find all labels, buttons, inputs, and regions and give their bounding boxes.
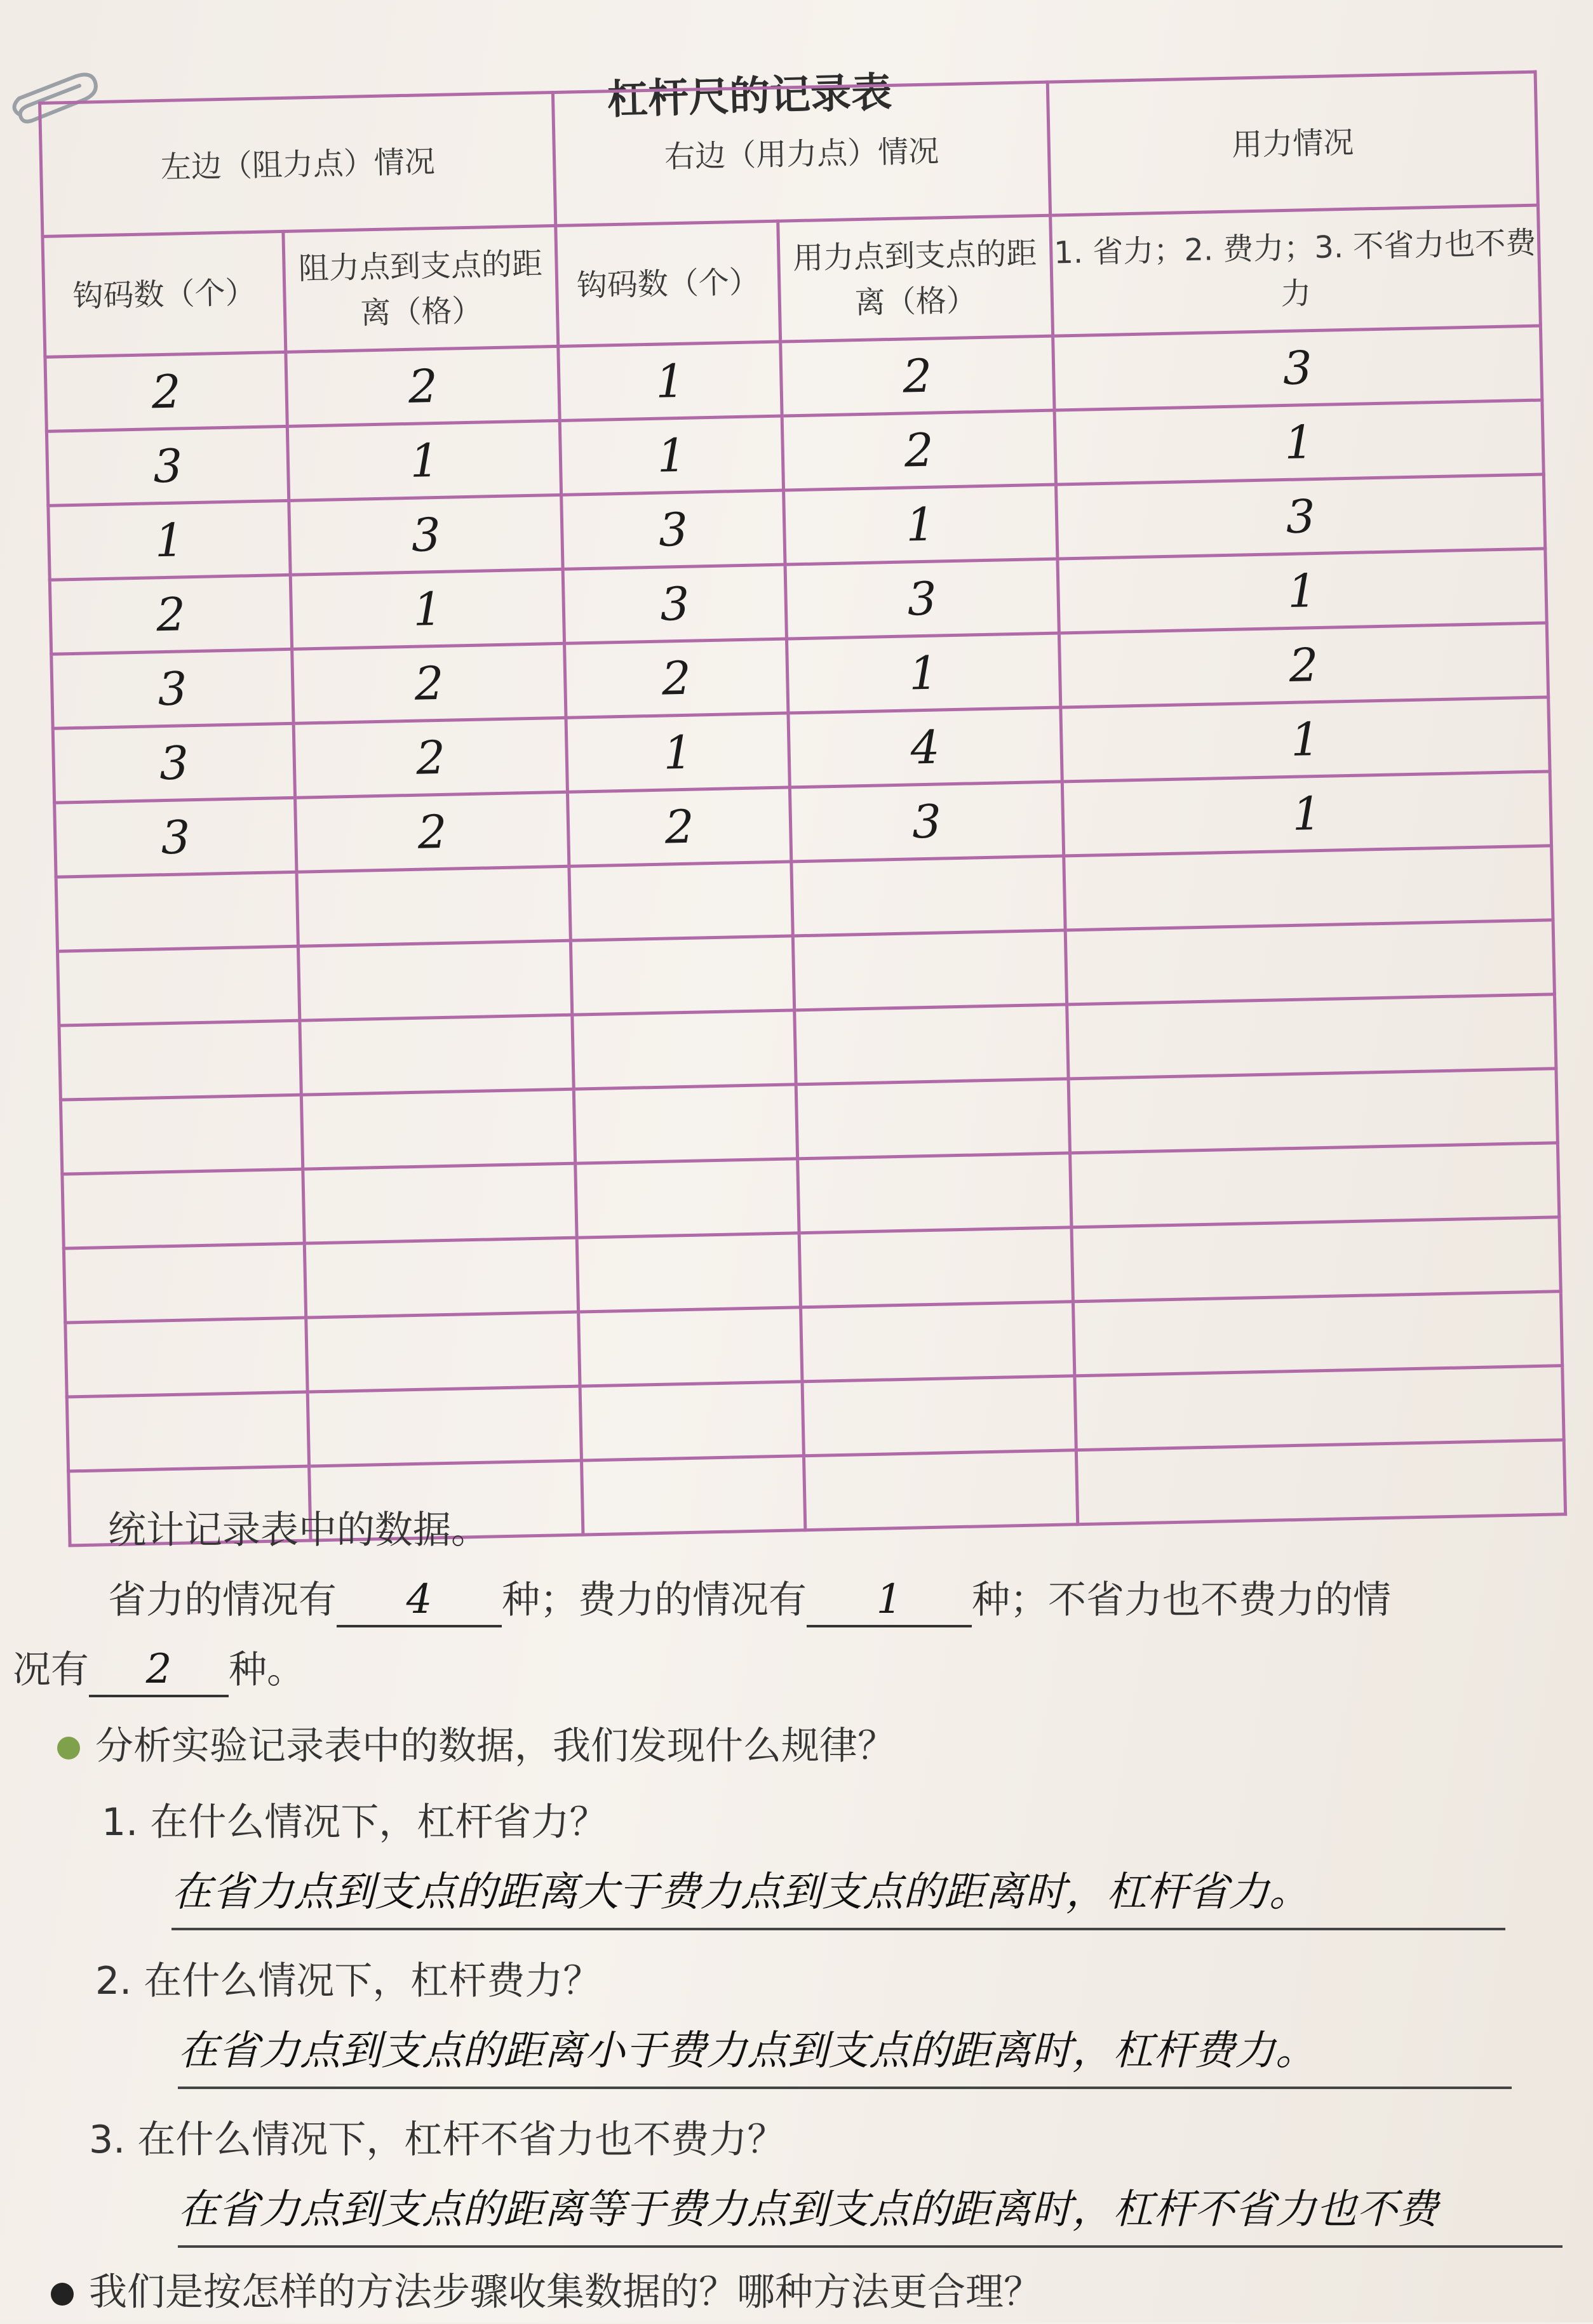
cell-force[interactable]: 1	[1058, 549, 1547, 633]
cell-right-distance[interactable]: 3	[790, 782, 1063, 862]
answer-2[interactable]: 在省力点到支点的距离小于费力点到支点的距离时，杠杆费力。	[178, 2019, 1512, 2089]
answer-1[interactable]: 在省力点到支点的距离大于费力点到支点的距离时，杠杆省力。	[171, 1860, 1505, 1930]
cell-left-hooks[interactable]	[67, 1392, 309, 1471]
cell-right-hooks[interactable]	[572, 1010, 796, 1089]
cell-force[interactable]	[1067, 994, 1556, 1079]
cell-force[interactable]: 1	[1061, 697, 1550, 782]
cell-left-distance[interactable]	[297, 866, 570, 946]
cell-force[interactable]: 1	[1062, 771, 1551, 856]
cell-right-distance[interactable]: 3	[785, 559, 1059, 639]
stats-text-2: 种；费力的情况有	[502, 1578, 807, 1622]
cell-right-distance[interactable]	[796, 1079, 1070, 1159]
record-table	[38, 70, 1567, 1547]
cell-force[interactable]	[1065, 920, 1554, 1005]
cell-left-distance[interactable]: 2	[286, 346, 560, 426]
cell-left-distance[interactable]	[305, 1238, 579, 1318]
cell-left-hooks[interactable]: 2	[50, 575, 292, 654]
stats-intro: 统计记录表中的数据。	[108, 1508, 489, 1553]
cell-force[interactable]	[1076, 1440, 1565, 1525]
cell-left-hooks[interactable]	[58, 946, 300, 1025]
cell-right-distance[interactable]	[797, 1153, 1071, 1233]
cell-left-distance[interactable]: 2	[295, 792, 569, 872]
right-distance-header: 用力点到支点的距离（格）	[778, 215, 1053, 342]
cell-left-distance[interactable]: 1	[290, 569, 564, 649]
cell-left-hooks[interactable]: 3	[51, 649, 294, 728]
right-group-header: 右边（用力点）情况	[553, 82, 1051, 225]
cell-right-distance[interactable]: 1	[786, 633, 1060, 713]
left-hooks-header: 钩码数（个）	[43, 231, 286, 357]
cell-right-distance[interactable]: 2	[782, 410, 1056, 490]
cell-right-hooks[interactable]	[577, 1233, 801, 1312]
cell-right-hooks[interactable]: 1	[566, 713, 790, 792]
analysis-prompt	[57, 1714, 896, 1778]
cell-right-distance[interactable]	[800, 1302, 1074, 1382]
cell-left-distance[interactable]	[299, 940, 572, 1020]
cell-right-hooks[interactable]	[571, 936, 795, 1015]
cell-left-distance[interactable]: 2	[292, 643, 566, 723]
cell-left-hooks[interactable]: 3	[53, 723, 295, 803]
cell-left-distance[interactable]: 1	[288, 420, 561, 500]
neutral-count-blank[interactable]: 2	[89, 1644, 229, 1697]
cell-force[interactable]	[1075, 1366, 1564, 1450]
cell-right-hooks[interactable]	[569, 862, 793, 940]
question-2: 2. 在什么情况下，杠杆费力？	[95, 1959, 602, 2003]
saving-count-blank[interactable]: 4	[337, 1574, 502, 1627]
cell-left-distance[interactable]	[303, 1163, 577, 1243]
cell-force[interactable]	[1073, 1292, 1562, 1376]
cell-left-hooks[interactable]	[60, 1095, 303, 1174]
analysis-prompt-text: 分析实验记录表中的数据，我们发现什么规律？	[95, 1724, 896, 1768]
cell-left-hooks[interactable]	[65, 1318, 308, 1397]
cell-right-hooks[interactable]: 3	[563, 564, 787, 643]
cell-right-hooks[interactable]: 1	[560, 416, 784, 495]
cell-right-hooks[interactable]	[580, 1382, 803, 1460]
cell-left-hooks[interactable]	[62, 1169, 305, 1248]
cell-right-hooks[interactable]: 2	[568, 787, 791, 866]
cell-right-distance[interactable]: 4	[788, 707, 1062, 787]
cell-right-distance[interactable]	[795, 1005, 1068, 1085]
cell-force[interactable]: 1	[1054, 400, 1543, 484]
cell-left-hooks[interactable]	[64, 1243, 306, 1323]
answer-3[interactable]: 在省力点到支点的距离等于费力点到支点的距离时，杠杆不省力也不费	[178, 2178, 1563, 2248]
cell-right-distance[interactable]	[802, 1376, 1076, 1456]
cell-left-hooks[interactable]: 3	[46, 426, 289, 505]
cell-right-distance[interactable]	[791, 856, 1065, 936]
table-title: 杠杆尺的记录表	[607, 69, 893, 124]
costing-count-blank[interactable]: 1	[807, 1574, 972, 1627]
cell-force[interactable]	[1064, 846, 1553, 930]
stats-line-1	[108, 1568, 1391, 1632]
force-options-header: 1. 省力；2. 费力；3. 不省力也不费力	[1051, 205, 1541, 336]
left-distance-header: 阻力点到支点的距离（格）	[283, 225, 558, 352]
cell-left-hooks[interactable]: 3	[55, 798, 297, 877]
cell-right-hooks[interactable]: 2	[565, 639, 788, 718]
stats-text-4: 况有	[13, 1648, 89, 1692]
cell-force[interactable]: 3	[1056, 474, 1545, 559]
cell-force[interactable]: 3	[1053, 326, 1542, 410]
cell-left-distance[interactable]	[306, 1312, 580, 1392]
cell-left-hooks[interactable]: 1	[48, 500, 291, 580]
stats-line-2	[13, 1638, 305, 1702]
cell-left-distance[interactable]	[307, 1386, 581, 1466]
left-group-header: 左边（阻力点）情况	[40, 93, 556, 237]
question-3: 3. 在什么情况下，杠杆不省力也不费力？	[89, 2118, 786, 2162]
cell-force[interactable]	[1068, 1069, 1557, 1153]
force-group-header: 用力情况	[1047, 72, 1538, 215]
cell-right-hooks[interactable]	[574, 1085, 798, 1163]
cell-right-hooks[interactable]	[575, 1159, 799, 1238]
next-question	[51, 2261, 1042, 2324]
cell-left-distance[interactable]	[302, 1089, 575, 1169]
cell-right-distance[interactable]	[799, 1227, 1073, 1307]
cell-left-distance[interactable]: 2	[293, 718, 567, 798]
right-hooks-header: 钩码数（个）	[556, 221, 780, 346]
cell-right-distance[interactable]: 1	[783, 484, 1057, 564]
cell-force[interactable]	[1072, 1217, 1561, 1302]
green-bullet-icon	[57, 1737, 80, 1760]
cell-right-distance[interactable]: 2	[781, 336, 1054, 416]
stats-text-5: 种。	[229, 1648, 305, 1692]
cell-left-distance[interactable]	[300, 1015, 574, 1095]
cell-left-distance[interactable]: 3	[289, 495, 563, 575]
cell-left-hooks[interactable]	[59, 1020, 302, 1100]
cell-right-distance[interactable]	[803, 1450, 1077, 1530]
record-table-wrap	[38, 70, 1564, 1435]
next-question-text: 我们是按怎样的方法步骤收集数据的？哪种方法更合理？	[89, 2270, 1042, 2314]
cell-right-distance[interactable]	[793, 930, 1066, 1010]
cell-left-hooks[interactable]	[56, 872, 299, 951]
cell-right-hooks[interactable]	[579, 1307, 802, 1386]
stats-text-3: 种；不省力也不费力的情	[972, 1578, 1391, 1622]
record-table-body	[45, 326, 1566, 1546]
cell-force[interactable]	[1070, 1143, 1559, 1227]
cell-right-hooks[interactable]: 3	[561, 490, 785, 569]
cell-left-hooks[interactable]: 2	[45, 352, 288, 431]
cell-right-hooks[interactable]: 1	[558, 342, 782, 420]
cell-force[interactable]: 2	[1059, 623, 1548, 707]
question-1: 1. 在什么情况下，杠杆省力？	[102, 1800, 608, 1845]
cell-right-hooks[interactable]	[582, 1456, 805, 1535]
black-bullet-icon	[51, 2283, 74, 2306]
stats-text-1: 省力的情况有	[108, 1578, 337, 1622]
